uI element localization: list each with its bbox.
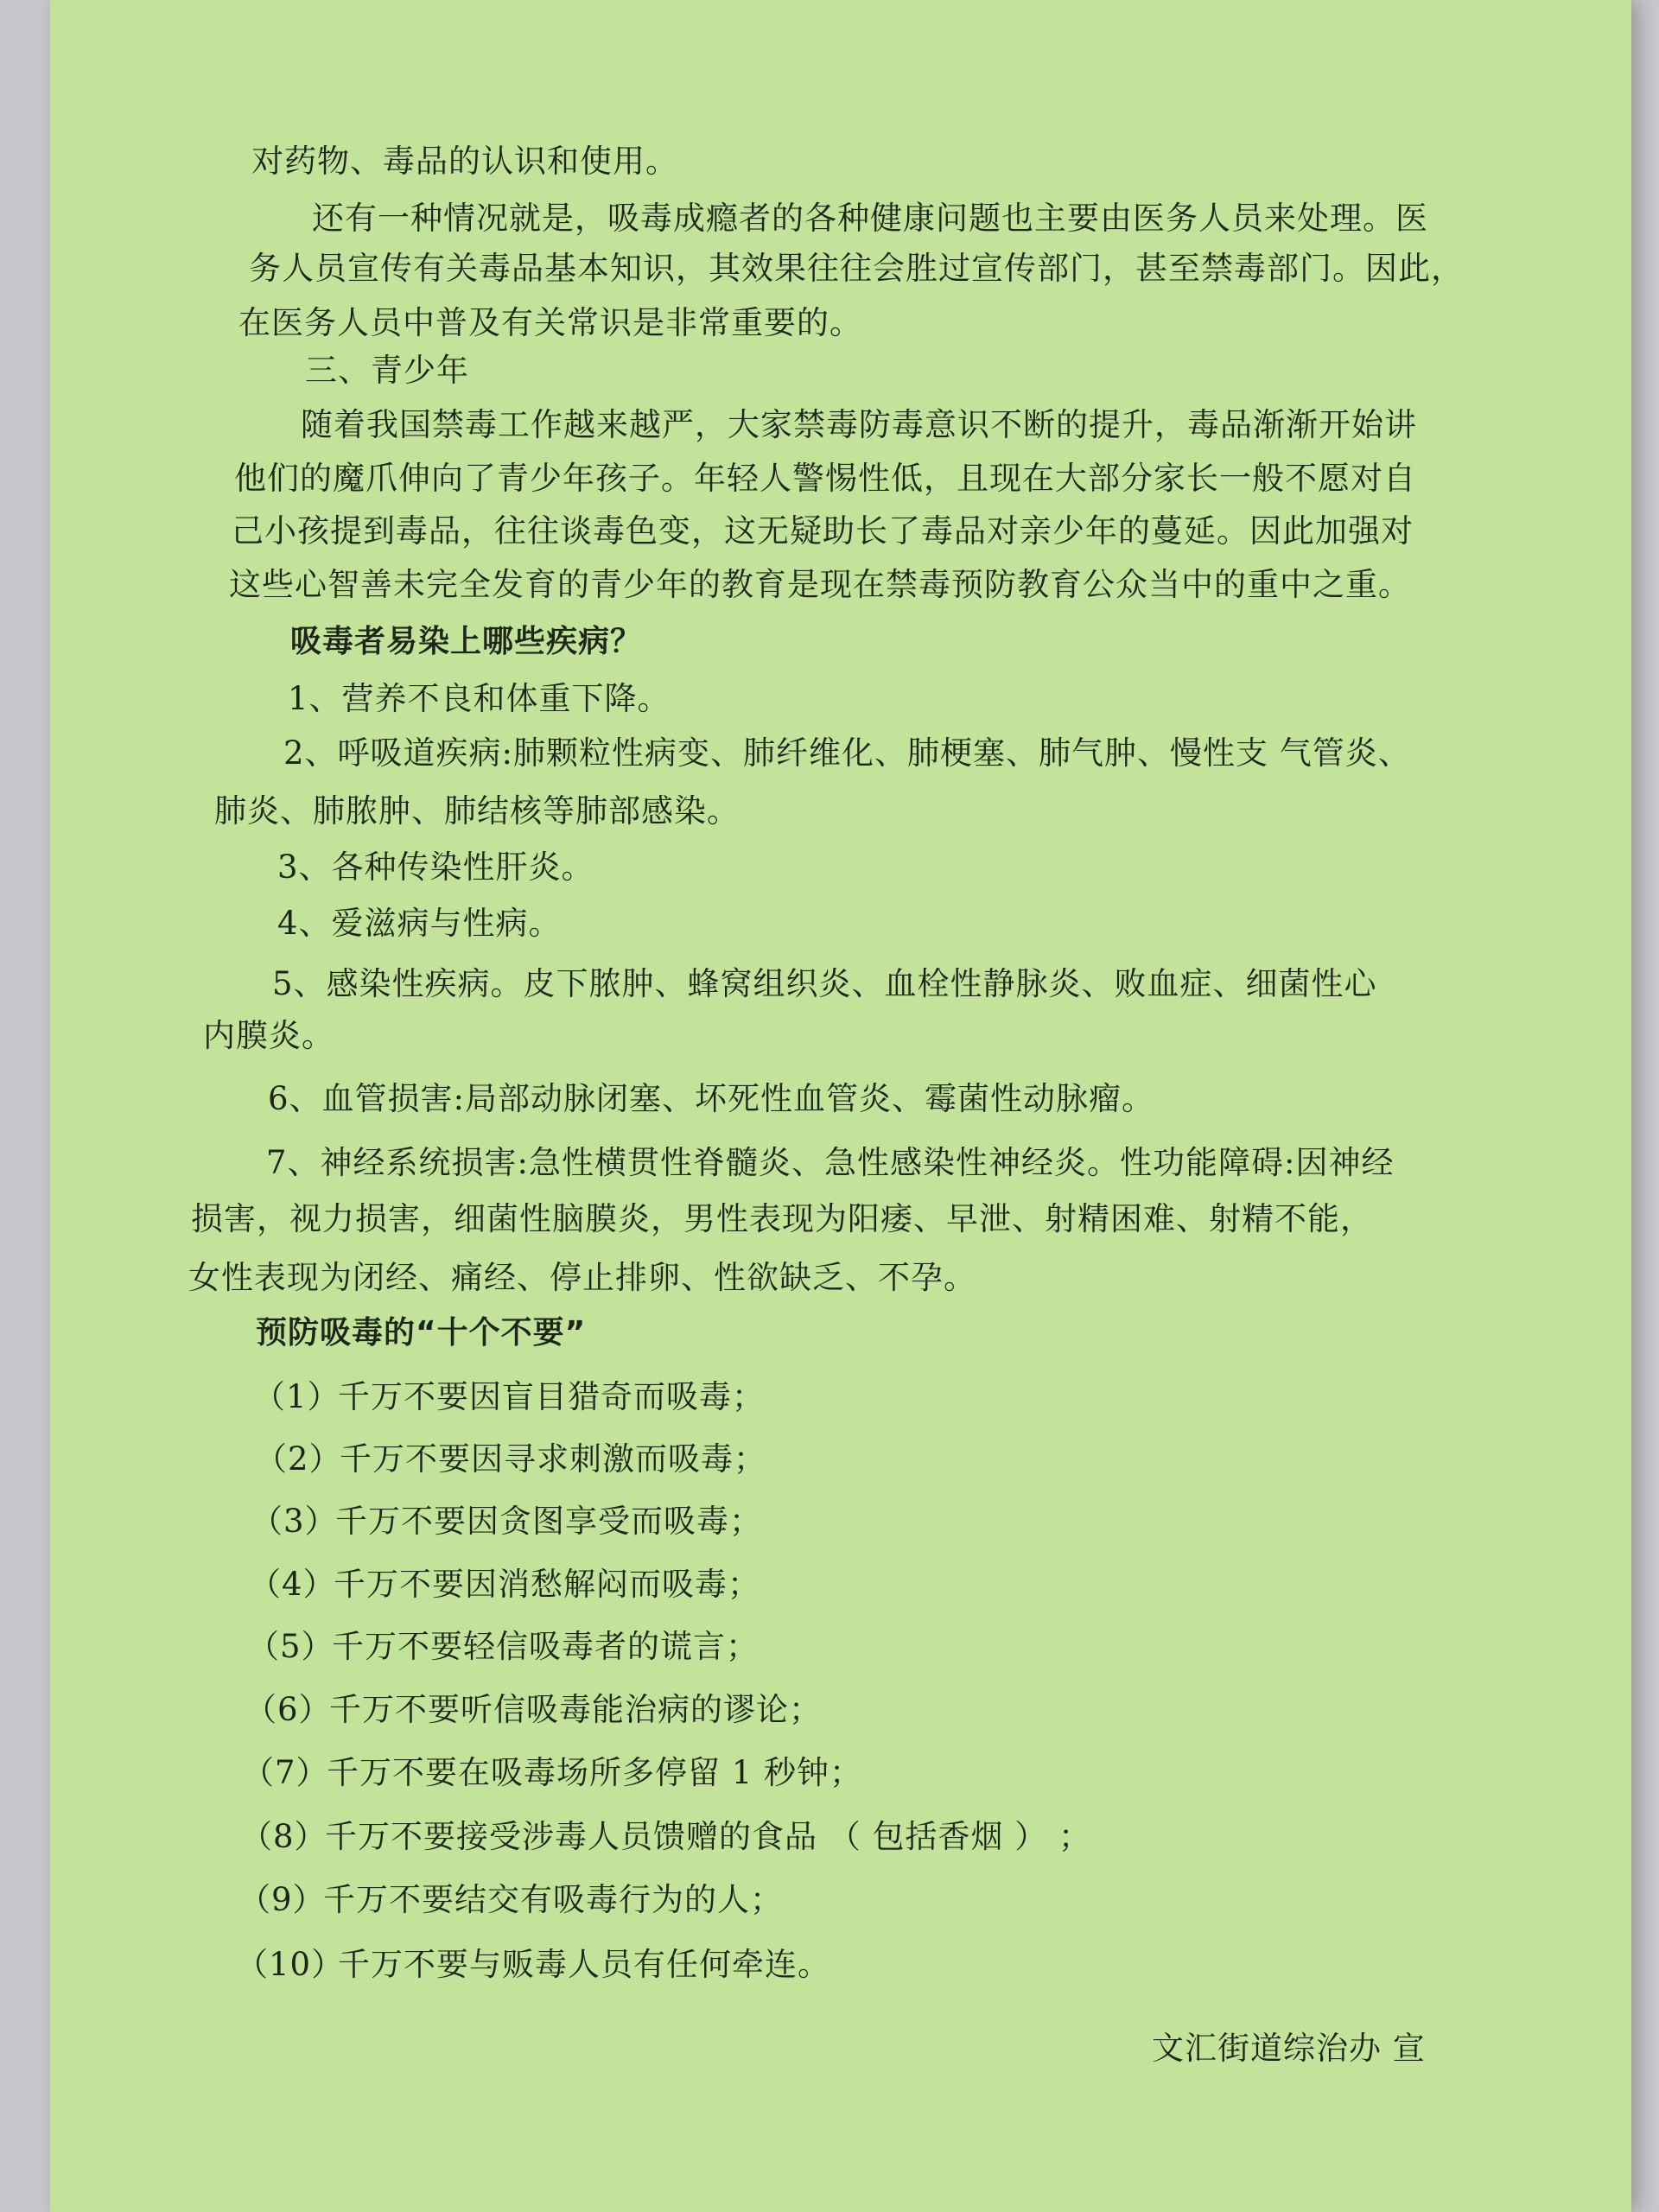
ten-donts-heading: 预防吸毒的“十个不要”: [256, 1315, 587, 1351]
list-item: [236, 1946, 830, 1983]
list-item-number: （6）: [245, 1691, 332, 1728]
list-item-text: 千万不要听信吸毒能治病的谬论；: [329, 1691, 822, 1728]
list-item: [247, 1628, 759, 1665]
list-item: [240, 1818, 1092, 1855]
document-page: [50, 0, 1631, 2212]
list-item: [249, 1566, 760, 1603]
section-title: 三、青少年: [305, 352, 469, 389]
list-item-text: 千万不要与贩毒人员有任何牵连。: [338, 1946, 830, 1983]
disease-item: 7、神经系统损害:急性横贯性脊髓炎、急性感染性神经炎。性功能障碍:因神经: [266, 1144, 1395, 1181]
disease-item: 2、呼吸道疾病:肺颗粒性病变、肺纤维化、肺梗塞、肺气肿、慢性支 气管炎、: [283, 734, 1411, 772]
disease-item: 内膜炎。: [203, 1017, 334, 1054]
list-item-text: 千万不要因贪图享受而吸毒；: [335, 1503, 762, 1540]
list-item-text: 千万不要轻信吸毒者的谎言；: [332, 1628, 759, 1665]
text-line: 随着我国禁毒工作越来越严，大家禁毒防毒意识不断的提升，毒品渐渐开始讲: [301, 406, 1417, 443]
signature: 文汇街道综治办 宣: [1152, 2030, 1426, 2067]
list-item: [255, 1440, 766, 1478]
list-item-text: 千万不要因寻求刺激而吸毒；: [340, 1440, 766, 1478]
list-item-number: （8）: [240, 1818, 327, 1855]
list-item-text: 千万不要因消愁解闷而吸毒；: [334, 1566, 760, 1603]
diseases-heading: 吸毒者易染上哪些疾病？: [290, 624, 643, 659]
list-item-number: （9）: [238, 1881, 326, 1918]
list-item: [242, 1754, 863, 1791]
list-item-number: （3）: [251, 1503, 338, 1540]
text-line: 对药物、毒品的认识和使用。: [251, 143, 678, 180]
list-item: [253, 1378, 765, 1415]
list-item: [245, 1691, 822, 1728]
disease-item: 3、各种传染性肝炎。: [277, 849, 594, 886]
disease-item: 4、爱滋病与性病。: [277, 905, 562, 942]
list-item-text: 千万不要因盲目猎奇而吸毒；: [338, 1378, 765, 1415]
text-line: 己小孩提到毒品，往往谈毒色变，这无疑助长了毒品对亲少年的蔓延。因此加强对: [232, 512, 1414, 550]
text-line: 他们的魔爪伸向了青少年孩子。年轻人警惕性低，且现在大部分家长一般不愿对自: [234, 460, 1416, 497]
list-item-text: 千万不要接受涉毒人员馈赠的食品 （ 包括香烟 ） ；: [325, 1818, 1092, 1855]
list-item: [238, 1881, 783, 1918]
text-line: 务人员宣传有关毒品基本知识，其效果往往会胜过宣传部门，甚至禁毒部门。因此，: [249, 250, 1464, 287]
disease-item: 肺炎、肺脓肿、肺结核等肺部感染。: [214, 792, 740, 830]
list-item: [251, 1503, 762, 1540]
disease-item: 5、感染性疾病。皮下脓肿、蜂窝组织炎、血栓性静脉炎、败血症、细菌性心: [272, 965, 1377, 1002]
text-line: 还有一种情况就是，吸毒成瘾者的各种健康问题也主要由医务人员来处理。医: [312, 200, 1428, 237]
list-item-number: （10）: [236, 1946, 345, 1983]
text-line: 在医务人员中普及有关常识是非常重要的。: [238, 304, 862, 341]
disease-item: 1、营养不良和体重下降。: [288, 680, 671, 717]
list-item-number: （4）: [249, 1566, 336, 1603]
list-item-text: 千万不要在吸毒场所多停留 1 秒钟；: [327, 1754, 863, 1791]
list-item-number: （7）: [242, 1754, 329, 1791]
disease-item: 损害，视力损害，细菌性脑膜炎，男性表现为阳痿、早泄、射精困难、射精不能，: [191, 1200, 1373, 1237]
list-item-number: （1）: [253, 1378, 340, 1415]
list-item-number: （5）: [247, 1628, 334, 1665]
disease-item: 6、血管损害:局部动脉闭塞、坏死性血管炎、霉菌性动脉瘤。: [268, 1080, 1155, 1117]
text-line: 这些心智善未完全发育的青少年的教育是现在禁毒预防教育公众当中的重中之重。: [229, 566, 1411, 603]
disease-item: 女性表现为闭经、痛经、停止排卵、性欲缺乏、不孕。: [188, 1259, 976, 1296]
list-item-text: 千万不要结交有吸毒行为的人；: [323, 1881, 783, 1918]
list-item-number: （2）: [255, 1440, 342, 1478]
